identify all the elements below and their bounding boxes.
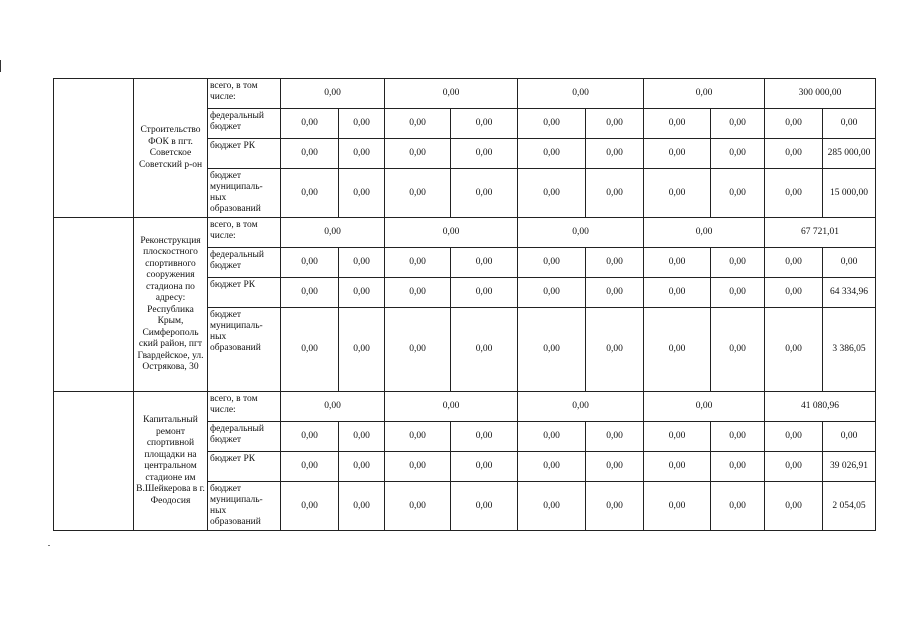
value-cell: 0,00 — [711, 139, 765, 169]
row-label: бюджет муниципаль-ных образований — [208, 482, 281, 531]
value-cell: 0,00 — [281, 308, 339, 392]
value-cell: 0,00 — [281, 169, 339, 218]
value-cell: 0,00 — [451, 422, 518, 452]
value-cell: 0,00 — [711, 308, 765, 392]
value-cell: 0,00 — [518, 278, 586, 308]
value-cell: 285 000,00 — [823, 139, 876, 169]
value-cell: 0,00 — [339, 139, 385, 169]
value-cell: 0,00 — [385, 109, 451, 139]
value-cell: 0,00 — [339, 422, 385, 452]
total-cell: 0,00 — [281, 392, 385, 422]
total-cell: 0,00 — [385, 79, 518, 109]
value-cell: 0,00 — [644, 482, 711, 531]
value-cell: 0,00 — [586, 308, 644, 392]
value-cell: 0,00 — [586, 169, 644, 218]
value-cell: 0,00 — [451, 482, 518, 531]
value-cell: 0,00 — [711, 278, 765, 308]
value-cell: 0,00 — [518, 308, 586, 392]
object-name: Реконструкция плоскостного спортивного сооружения стадиона по адресу: Республика Крым, Симферополь ский район, пгт Гвардейское, ул. Острякова, 30 — [134, 218, 208, 392]
value-cell: 0,00 — [586, 248, 644, 278]
value-cell: 0,00 — [518, 248, 586, 278]
value-cell: 0,00 — [518, 422, 586, 452]
table-row — [54, 79, 876, 109]
value-cell: 0,00 — [644, 452, 711, 482]
row-label: бюджет муниципаль-ных образований — [208, 169, 281, 218]
value-cell: 0,00 — [711, 452, 765, 482]
value-cell: 0,00 — [281, 452, 339, 482]
value-cell: 0,00 — [339, 109, 385, 139]
total-cell: 0,00 — [518, 79, 644, 109]
value-cell: 0,00 — [451, 109, 518, 139]
row-label: федеральный бюджет — [208, 422, 281, 452]
value-cell: 0,00 — [765, 109, 823, 139]
value-cell: 0,00 — [451, 139, 518, 169]
value-cell: 0,00 — [765, 139, 823, 169]
total-cell: 0,00 — [385, 392, 518, 422]
value-cell: 0,00 — [281, 482, 339, 531]
value-cell: 0,00 — [281, 422, 339, 452]
value-cell: 0,00 — [644, 139, 711, 169]
total-cell: 41 080,96 — [765, 392, 876, 422]
value-cell: 0,00 — [281, 248, 339, 278]
empty-cell — [54, 79, 134, 218]
value-cell: 2 054,05 — [823, 482, 876, 531]
value-cell: 0,00 — [644, 109, 711, 139]
value-cell: 0,00 — [385, 139, 451, 169]
value-cell: 0,00 — [586, 482, 644, 531]
value-cell: 0,00 — [644, 278, 711, 308]
value-cell: 0,00 — [281, 278, 339, 308]
object-name: Капитальный ремонт спортивной площадки на центральном стадионе им В.Шейкерова в г. Феодосия — [134, 392, 208, 531]
value-cell: 0,00 — [518, 482, 586, 531]
value-cell: 0,00 — [451, 169, 518, 218]
value-cell: 0,00 — [385, 308, 451, 392]
value-cell: 0,00 — [586, 109, 644, 139]
value-cell: 0,00 — [451, 308, 518, 392]
total-cell: 300 000,00 — [765, 79, 876, 109]
total-cell: 0,00 — [281, 79, 385, 109]
value-cell: 0,00 — [644, 248, 711, 278]
scan-speck — [48, 545, 50, 546]
total-cell: 67 721,01 — [765, 218, 876, 248]
total-cell: 0,00 — [644, 392, 765, 422]
value-cell: 0,00 — [518, 169, 586, 218]
value-cell: 15 000,00 — [823, 169, 876, 218]
value-cell: 0,00 — [385, 169, 451, 218]
row-label: всего, в том числе: — [208, 79, 281, 109]
value-cell: 0,00 — [451, 278, 518, 308]
value-cell: 0,00 — [385, 248, 451, 278]
value-cell: 0,00 — [765, 248, 823, 278]
value-cell: 64 334,96 — [823, 278, 876, 308]
value-cell: 0,00 — [765, 169, 823, 218]
row-label: бюджет муниципаль-ных образований — [208, 308, 281, 392]
value-cell: 0,00 — [385, 482, 451, 531]
value-cell: 0,00 — [711, 109, 765, 139]
empty-cell — [54, 392, 134, 531]
row-label: всего, в том числе: — [208, 218, 281, 248]
value-cell: 0,00 — [339, 169, 385, 218]
value-cell: 0,00 — [518, 139, 586, 169]
value-cell: 0,00 — [451, 452, 518, 482]
total-cell: 0,00 — [644, 218, 765, 248]
empty-cell — [54, 218, 134, 392]
value-cell: 0,00 — [586, 278, 644, 308]
total-cell: 0,00 — [518, 218, 644, 248]
value-cell: 0,00 — [711, 482, 765, 531]
value-cell: 0,00 — [385, 452, 451, 482]
row-label: бюджет РК — [208, 139, 281, 169]
value-cell: 3 386,05 — [823, 308, 876, 392]
value-cell: 0,00 — [518, 452, 586, 482]
value-cell: 0,00 — [711, 248, 765, 278]
total-cell: 0,00 — [518, 392, 644, 422]
value-cell: 0,00 — [765, 422, 823, 452]
value-cell: 0,00 — [339, 278, 385, 308]
total-cell: 0,00 — [644, 79, 765, 109]
row-label: бюджет РК — [208, 278, 281, 308]
value-cell: 0,00 — [385, 278, 451, 308]
value-cell: 0,00 — [711, 422, 765, 452]
funding-table — [53, 78, 876, 531]
value-cell: 0,00 — [644, 308, 711, 392]
value-cell: 0,00 — [339, 452, 385, 482]
value-cell: 0,00 — [385, 422, 451, 452]
value-cell: 0,00 — [823, 109, 876, 139]
table-row — [54, 392, 876, 422]
value-cell: 0,00 — [586, 422, 644, 452]
value-cell: 0,00 — [765, 452, 823, 482]
row-label: бюджет РК — [208, 452, 281, 482]
value-cell: 0,00 — [765, 278, 823, 308]
total-cell: 0,00 — [385, 218, 518, 248]
value-cell: 39 026,91 — [823, 452, 876, 482]
value-cell: 0,00 — [644, 422, 711, 452]
value-cell: 0,00 — [823, 422, 876, 452]
value-cell: 0,00 — [765, 308, 823, 392]
value-cell: 0,00 — [586, 139, 644, 169]
value-cell: 0,00 — [644, 169, 711, 218]
page-edge-mark — [0, 60, 1, 72]
object-name: Строительство ФОК в пгт. Советское Советский р-он — [134, 79, 208, 218]
table-row — [54, 218, 876, 248]
row-label: федеральный бюджет — [208, 109, 281, 139]
row-label: федеральный бюджет — [208, 248, 281, 278]
total-cell: 0,00 — [281, 218, 385, 248]
value-cell: 0,00 — [339, 248, 385, 278]
value-cell: 0,00 — [711, 169, 765, 218]
value-cell: 0,00 — [451, 248, 518, 278]
value-cell: 0,00 — [823, 248, 876, 278]
row-label: всего, в том числе: — [208, 392, 281, 422]
value-cell: 0,00 — [518, 109, 586, 139]
value-cell: 0,00 — [281, 109, 339, 139]
value-cell: 0,00 — [765, 482, 823, 531]
value-cell: 0,00 — [339, 482, 385, 531]
value-cell: 0,00 — [339, 308, 385, 392]
value-cell: 0,00 — [281, 139, 339, 169]
value-cell: 0,00 — [586, 452, 644, 482]
